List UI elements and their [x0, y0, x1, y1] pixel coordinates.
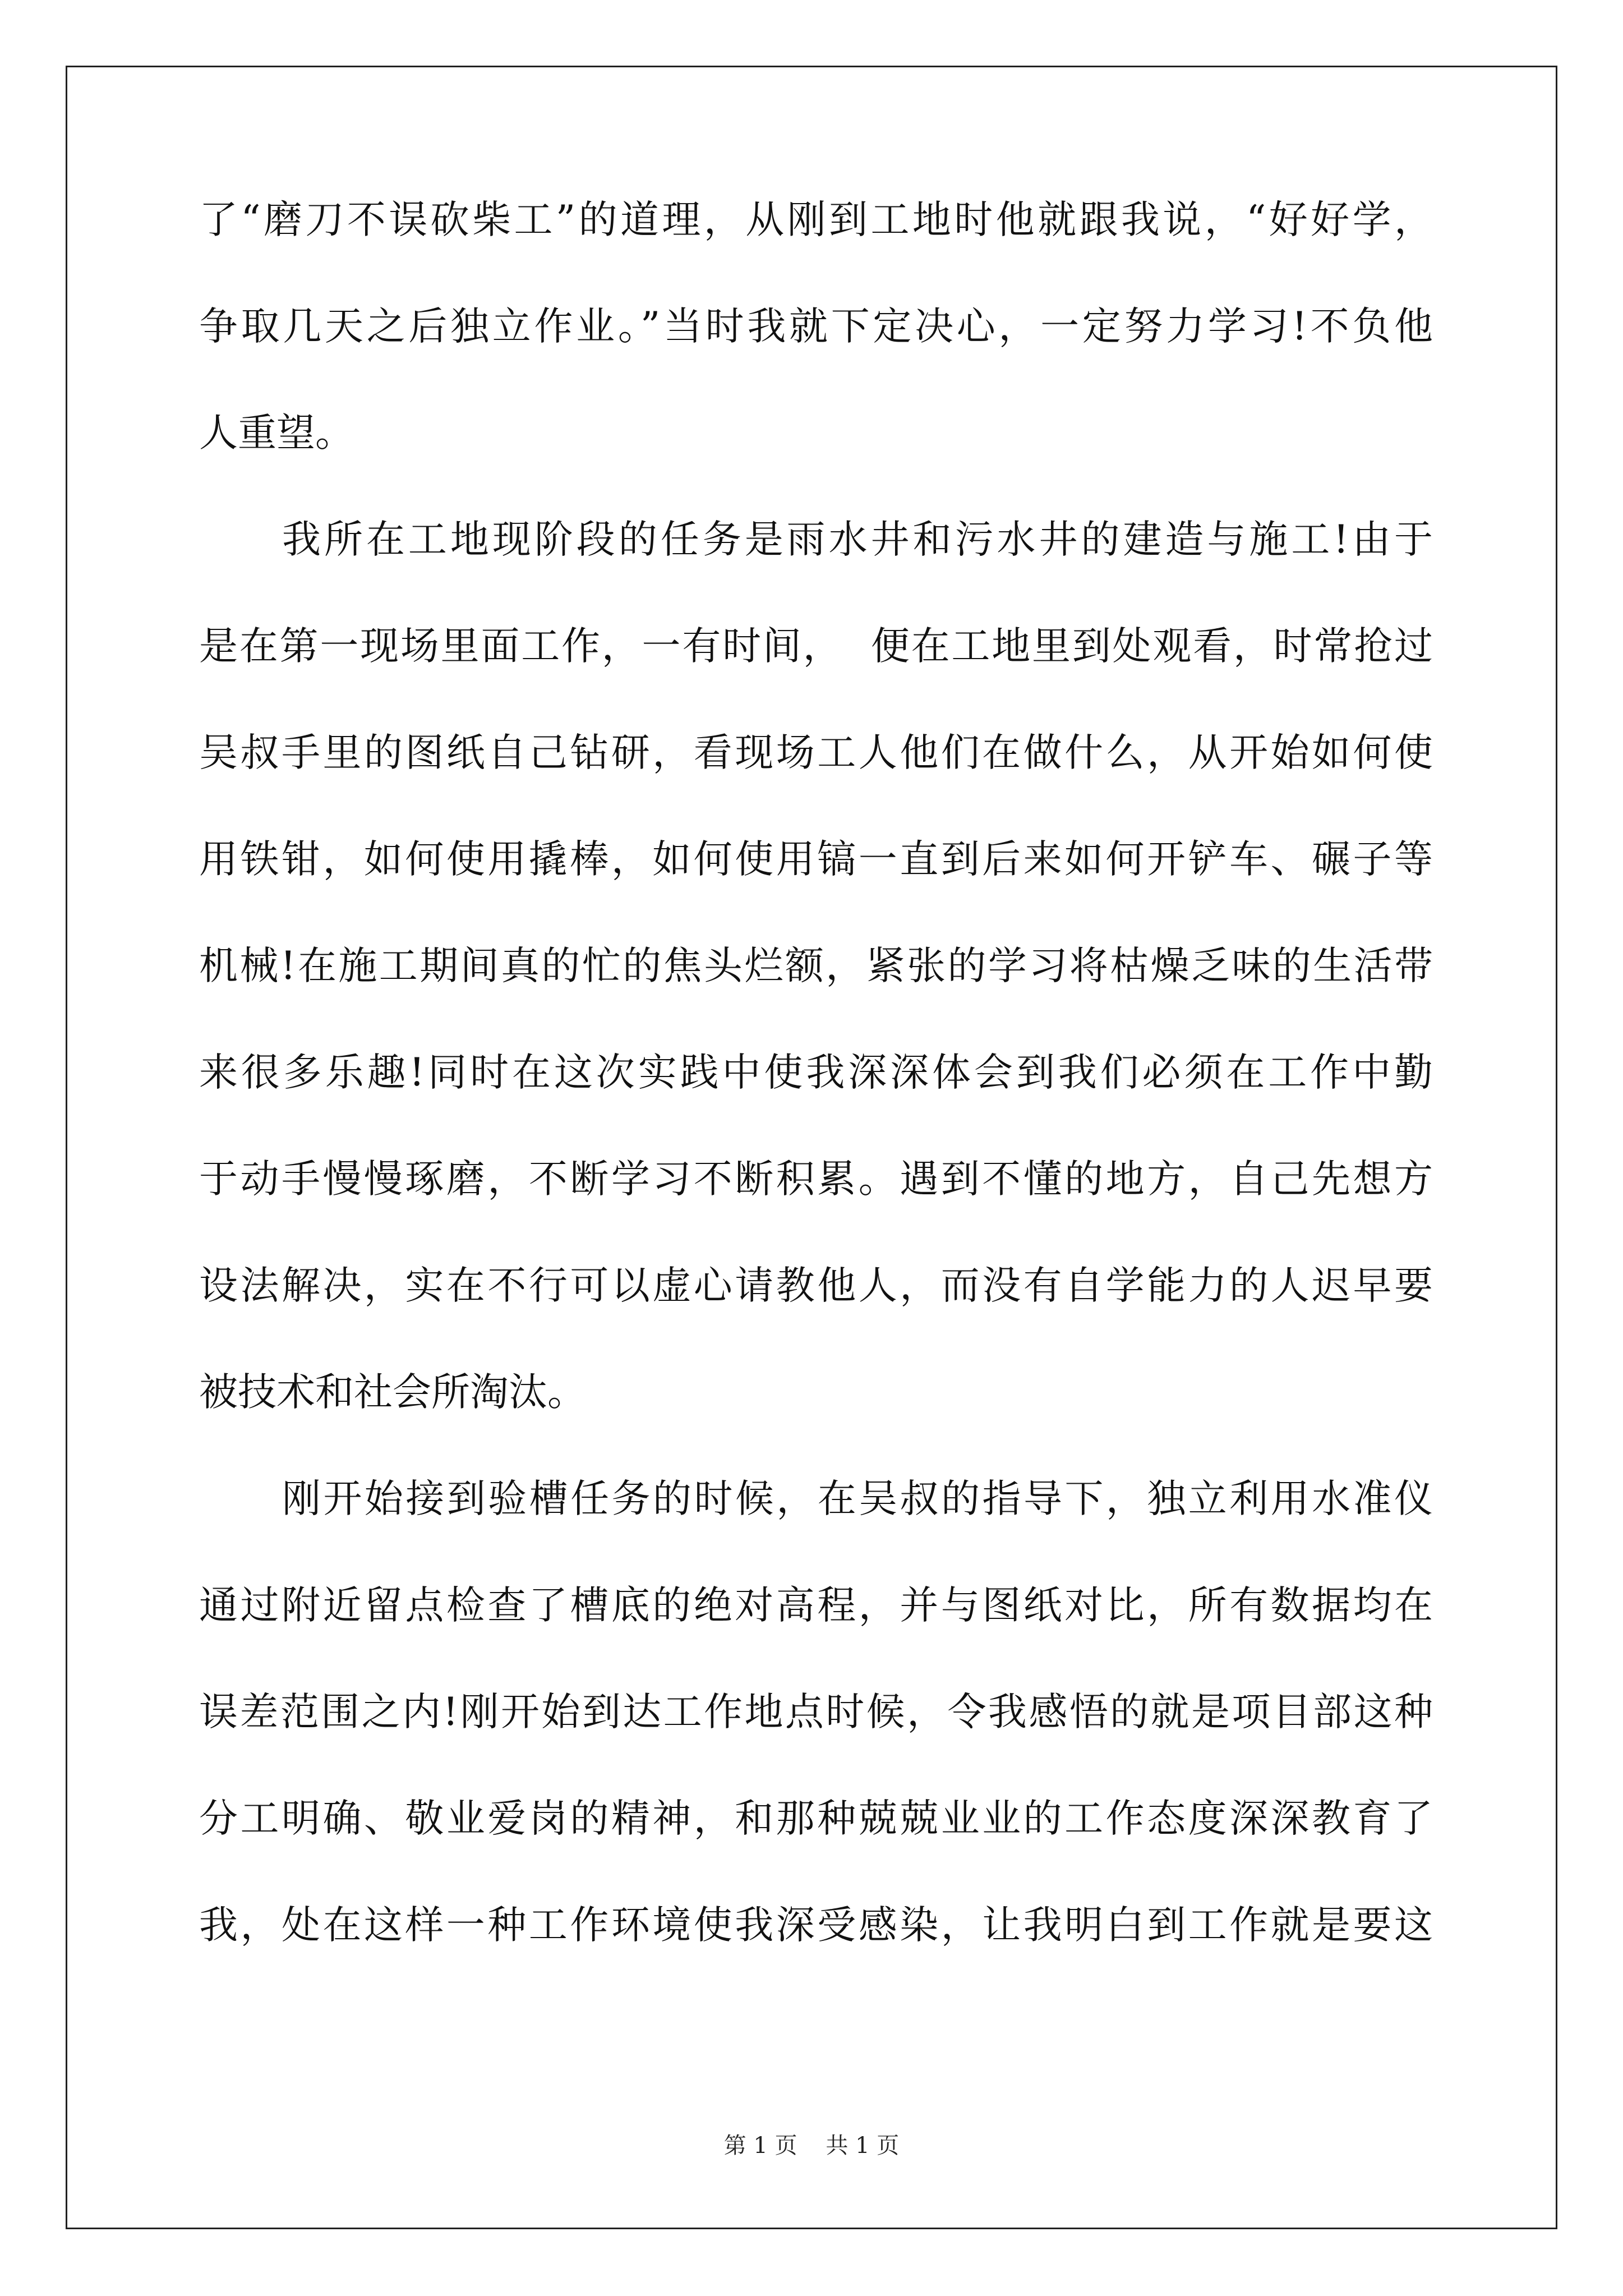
text-line: 于动手慢慢琢磨，不断学习不断积累。遇到不懂的地方，自己先想方	[199, 1157, 1433, 1202]
text-line: 通过附近留点检查了槽底的绝对高程，并与图纸对比，所有数据均在	[199, 1583, 1433, 1628]
text-line: 刚开始接到验槽任务的时候，在吴叔的指导下，独立利用水准仪	[282, 1476, 1433, 1521]
text-line: 我，处在这样一种工作环境使我深受感染，让我明白到工作就是要这	[199, 1903, 1433, 1948]
text-line: 争取几天之后独立作业。”当时我就下定决心，一定努力学习!不负他	[199, 304, 1433, 349]
text-line: 人重望。	[199, 411, 354, 455]
text-line: 机械!在施工期间真的忙的焦头烂额，紧张的学习将枯燥乏味的生活带	[199, 944, 1433, 988]
text-line: 我所在工地现阶段的任务是雨水井和污水井的建造与施工!由于	[282, 517, 1433, 562]
text-line: 是在第一现场里面工作，一有时间， 便在工地里到处观看，时常抢过	[199, 624, 1433, 669]
document-body	[199, 167, 1433, 1978]
page-number-footer: 第 1 页 共 1 页	[723, 2133, 900, 2159]
paragraph-3	[199, 1446, 1433, 1978]
text-line: 误差范围之内!刚开始到达工作地点时候，令我感悟的就是项目部这种	[199, 1690, 1433, 1734]
text-line: 了“磨刀不误砍柴工”的道理，从刚到工地时他就跟我说，“好好学，	[199, 197, 1433, 242]
text-line: 被技术和社会所淘汰。	[199, 1370, 586, 1415]
text-line: 用铁钳，如何使用撬棒，如何使用镐一直到后来如何开铲车、碾子等	[199, 837, 1433, 882]
text-line: 吴叔手里的图纸自己钻研，看现场工人他们在做什么，从开始如何使	[199, 730, 1433, 775]
paragraph-1	[199, 167, 1433, 486]
paragraph-2	[199, 486, 1433, 1446]
text-line: 设法解决，实在不行可以虚心请教他人，而没有自学能力的人迟早要	[199, 1263, 1433, 1308]
text-line: 分工明确、敬业爱岗的精神，和那种兢兢业业的工作态度深深教育了	[199, 1796, 1433, 1841]
text-line: 来很多乐趣!同时在这次实践中使我深深体会到我们必须在工作中勤	[199, 1050, 1433, 1095]
